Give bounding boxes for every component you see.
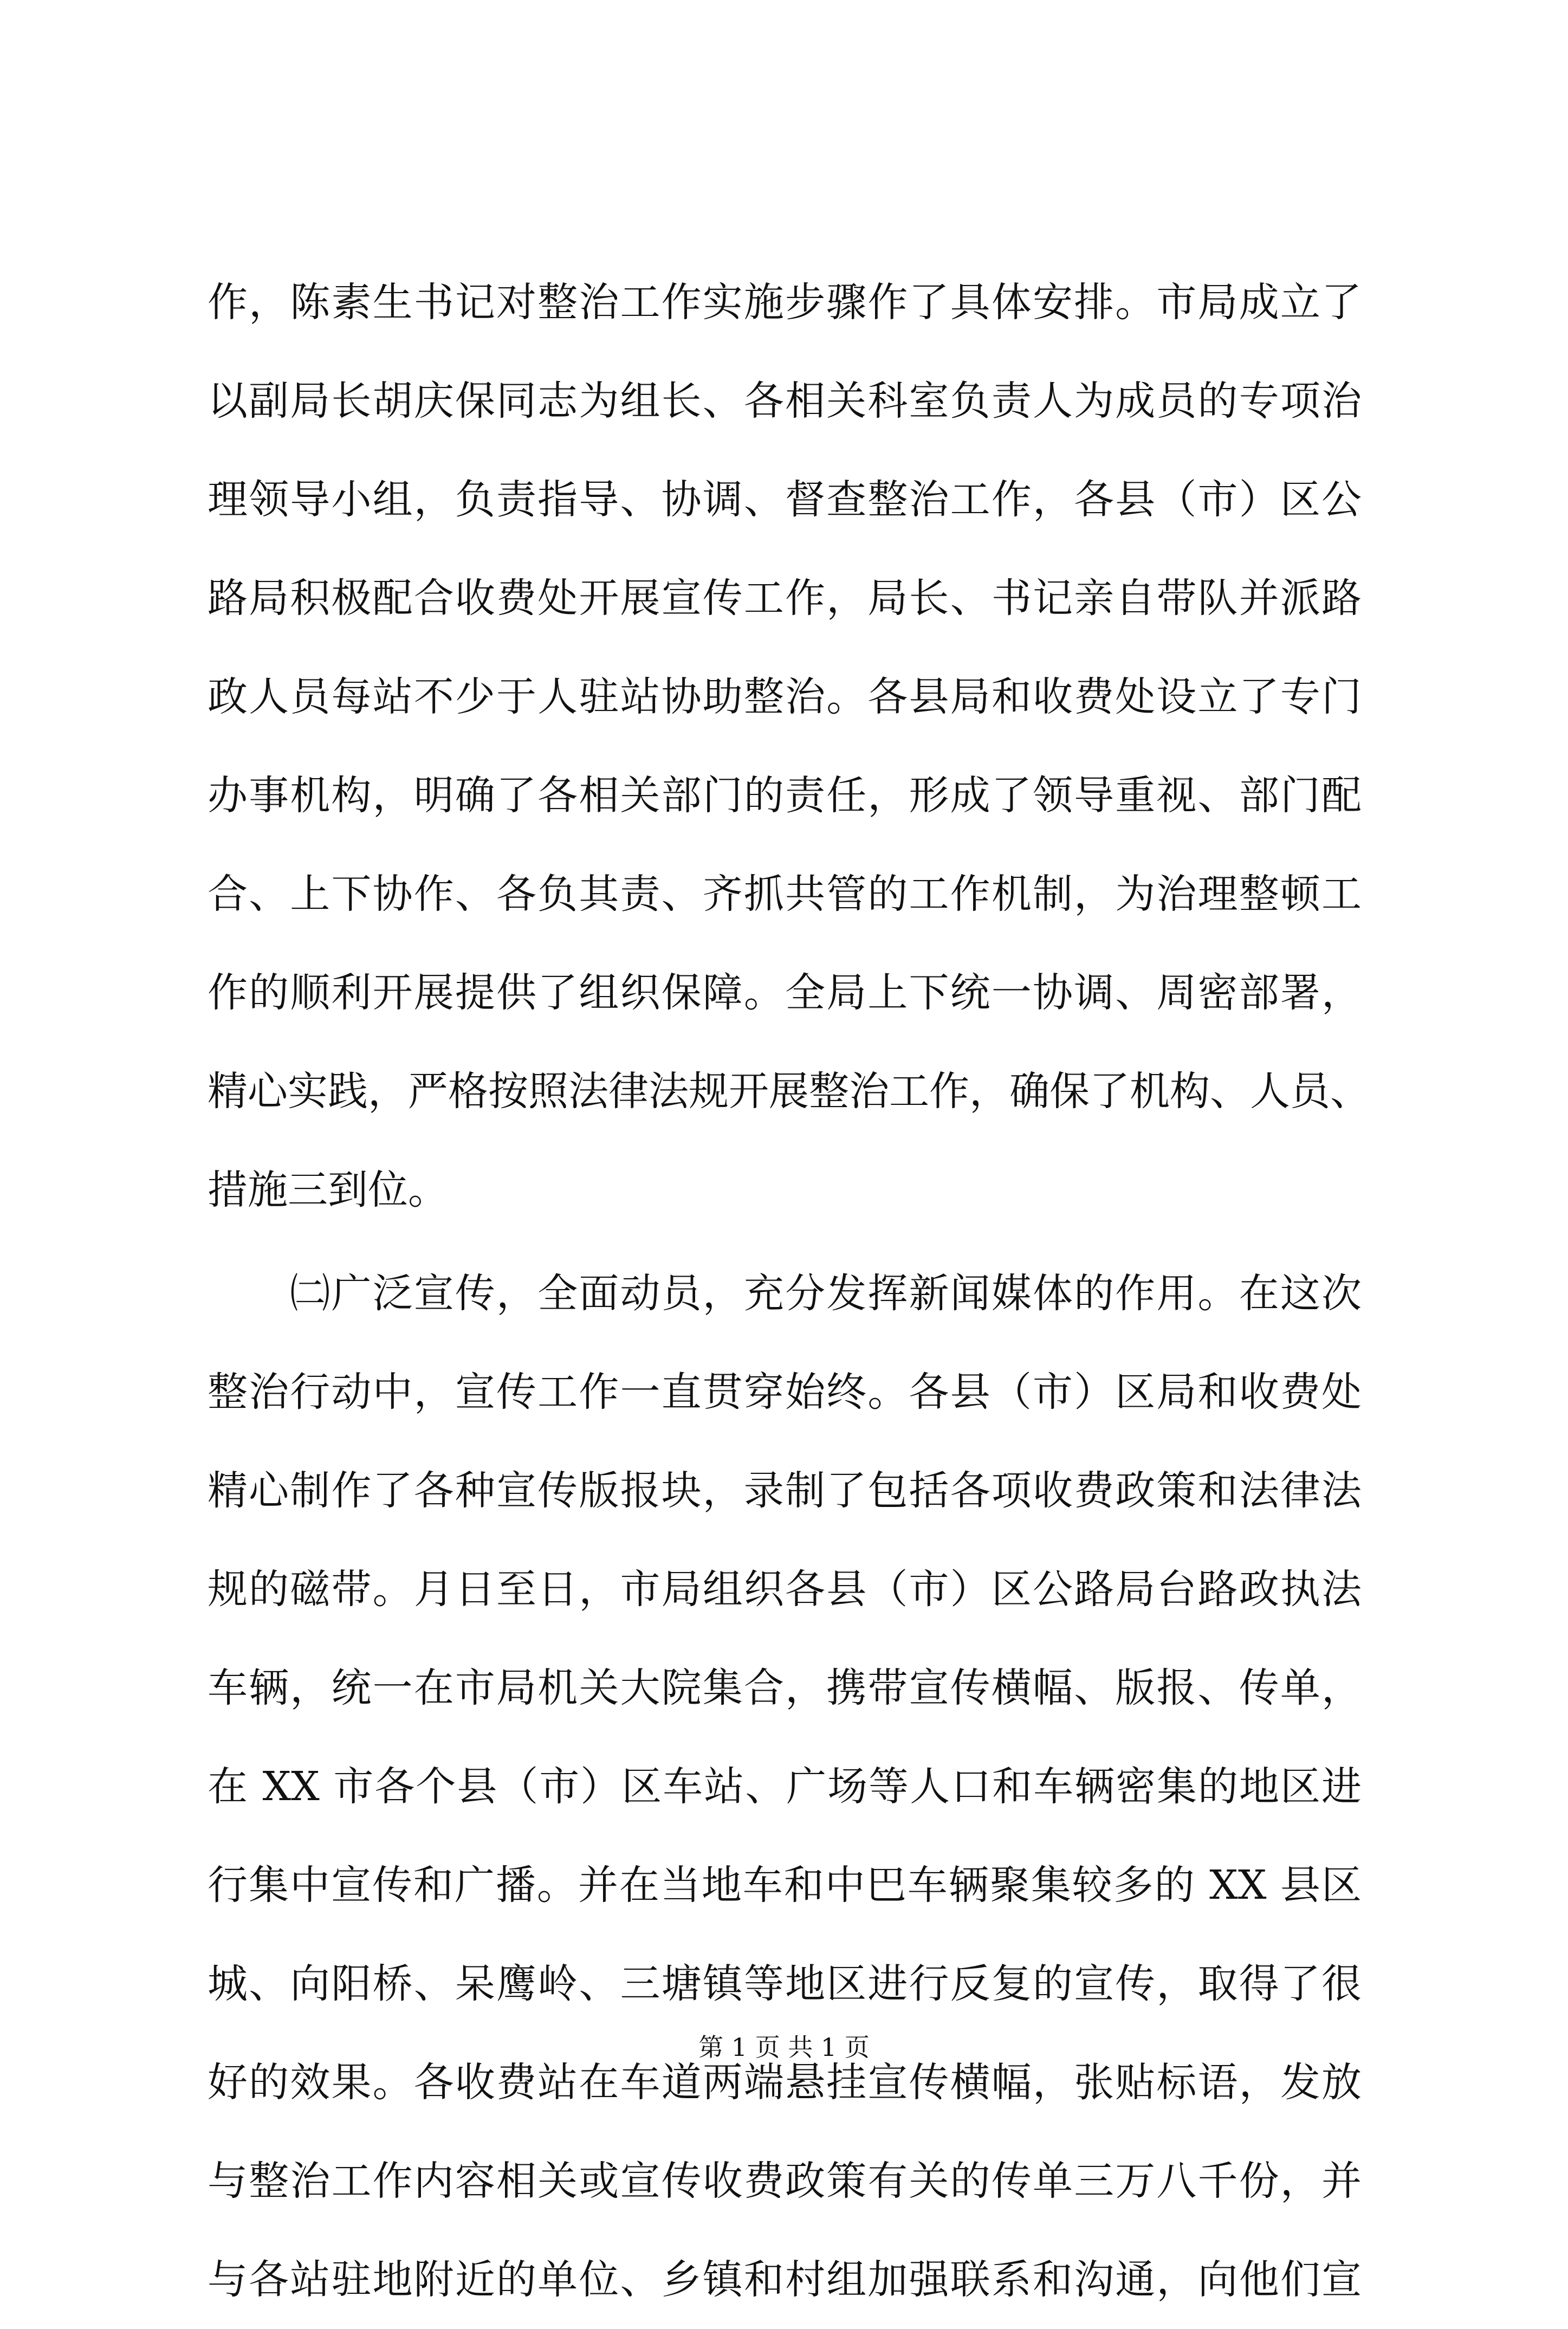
text-line: 合、上下协作、各负其责、齐抓共管的工作机制，为治理整顿工 [208,871,1362,917]
text-line: 好的效果。各收费站在车道两端悬挂宣传横幅，张贴标语，发放 [208,2059,1362,2106]
text-line: 行集中宣传和广播。并在当地车和中巴车辆聚集较多的 XX 县区 [208,1862,1362,1909]
text-line: 措施三到位。 [208,1167,448,1213]
text-line: 政人员每站不少于人驻站协助整治。各县局和收费处设立了专门 [208,674,1362,720]
text-line: 理领导小组，负责指导、协调、督查整治工作，各县（市）区公 [208,476,1362,523]
text-line: 车辆，统一在市局机关大院集合，携带宣传横幅、版报、传单， [208,1665,1362,1711]
text-line: 城、向阳桥、呆鹰岭、三塘镇等地区进行反复的宣传，取得了很 [208,1961,1362,2007]
text-line: 以副局长胡庆保同志为组长、各相关科室负责人为成员的专项治 [208,378,1362,424]
paragraph-2 [208,1244,1362,2329]
text-line: 在 XX 市各个县（市）区车站、广场等人口和车辆密集的地区进 [208,1763,1362,1810]
text-line: 办事机构，明确了各相关部门的责任，形成了领导重视、部门配 [208,772,1362,819]
document-body [208,253,1370,2329]
text-line: 整治行动中，宣传工作一直贯穿始终。各县（市）区局和收费处 [208,1369,1362,1415]
text-line: 与各站驻地附近的单位、乡镇和村组加强联系和沟通，向他们宣 [208,2256,1362,2303]
text-line: ㈡广泛宣传，全面动员，充分发挥新闻媒体的作用。在这次 [208,1270,1362,1317]
text-line: 路局积极配合收费处开展宣传工作，局长、书记亲自带队并派路 [208,575,1362,622]
text-line: 精心制作了各种宣传版报块，录制了包括各项收费政策和法律法 [208,1467,1362,1514]
text-line: 规的磁带。月日至日，市局组织各县（市）区公路局台路政执法 [208,1566,1362,1613]
text-line: 作的顺利开展提供了组织保障。全局上下统一协调、周密部署， [208,969,1362,1016]
paragraph-1 [208,253,1370,1239]
paragraph-gap [208,1239,1362,1244]
page-footer [0,2031,1568,2063]
text-line: 与整治工作内容相关或宣传收费政策有关的传单三万八千份，并 [208,2158,1362,2204]
text-line: 作，陈素生书记对整治工作实施步骤作了具体安排。市局成立了 [208,279,1362,326]
text-line: 精心实践，严格按照法律法规开展整治工作，确保了机构、人员、 [208,1068,1370,1115]
page-number-label: 第 1 页 共 1 页 [698,2033,870,2062]
